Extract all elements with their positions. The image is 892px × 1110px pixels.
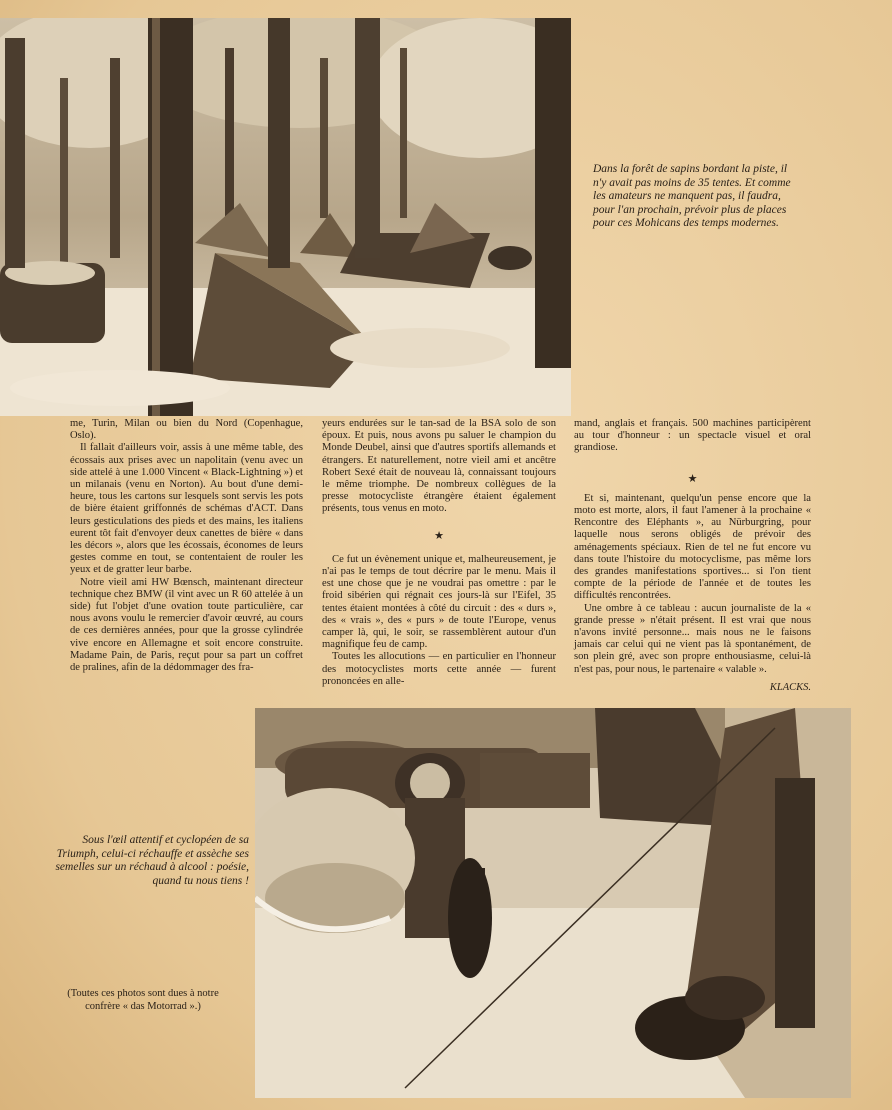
col2-paragraph-3: Toutes les allocutions — en particulier en l'honneur des motocyclistes morts cette année — furent prononcées en alle- <box>322 651 556 687</box>
article-column-3 <box>574 418 811 694</box>
bottom-photo-caption: Sous l'œil attentif et cyclopéen de sa Triumph, celui-ci réchauffe et assèche ses semelles sur un réchaud à alcool : poésie, quand tu nous tiens ! <box>55 834 249 887</box>
col2-paragraph-2: Ce fut un évènement unique et, malheureusement, je n'ai pas le temps de tout décrire par le menu. Mais il est une chose que je ne voudrai pas omettre : par le froid sibérien qui régnait ces jours-là sur l'Eifel, 35 tentes étaient montées à côté du circuit : des « durs », des « vrais », des « purs » de toute l'Europe, venus camper là, qui, le soir, se rassemblèrent autour d'un magnifique feu de camp. <box>322 553 556 651</box>
col2-paragraph-1: yeurs endurées sur le tan-sad de la BSA solo de son époux. Et puis, nous avons pu saluer le champion du Monde Deubel, ainsi que d'autres sportifs allemands et étrangers. Et naturellement, notre vieil ami et ancêtre Robert Sexé était de nouveau là, connaissant toujours le même triomphe. De nombreux collègues de la presse motocycliste étrangère étaient également présents, tous venus en moto. <box>322 418 556 515</box>
col1-paragraph-1: me, Turin, Milan ou bien du Nord (Copenhague, Oslo). <box>70 418 303 442</box>
author-signature: KLACKS. <box>769 681 811 693</box>
col1-paragraph-2: Il fallait d'ailleurs voir, assis à une même table, des écossais aux prises avec un napolitain (venu avec un side attelé à une 1.000 Vincent « Black-Lightning ») et un milanais (venu en Norton). Au bout d'une demi-heure, tous les cartons sur lesquels sont servis les pots de bière étaient griffonnés de schémas d'ACT. Dans leurs gesticulations des pieds et des mains, les italiens eurent tôt fait d'envoyer deux canettes de bière « dans les décors », alors que les écossais, économes de leurs gestes comme en tout, se contentaient de rouler les yeux et de gratter leur barbe. <box>70 442 303 576</box>
col3-paragraph-1: mand, anglais et français. 500 machines participèrent au tour d'honneur : un spectacle visuel et oral grandiose. <box>574 418 811 454</box>
article-column-2 <box>322 418 556 688</box>
col1-paragraph-3: Notre vieil ami HW Bœnsch, maintenant directeur technique chez BMW (il vint avec un R 60 attelée à un side) fut l'objet d'une ovation toute particulière, car nous avons voulu le remercier d'avoir œuvré, au cours de ces dernières années, pour que la grosse cylindrée vive encore en Allemagne et soit encore construite. Madame Pain, de Paris, reçut pour sa part un coffret de pralines, afin de la dédommager des fra- <box>70 576 303 674</box>
col3-paragraph-3: Une ombre à ce tableau : aucun journaliste de la « grande presse » n'était présent. Il est vrai que nous n'avons invité personne... mais nous ne le faisons jamais car celui qui ne vient pas là spontanément, de son plein gré, avec son propre enthousiasme, celui-là n'est pas, pour nous, le partenaire « valable ». <box>574 602 811 675</box>
top-photo-caption: Dans la forêt de sapins bordant la piste, il n'y avait pas moins de 35 tentes. Et comme les amateurs ne manquent pas, il faudra, pour l'an prochain, prévoir plus de places pour ces Mohicans des temps modernes. <box>593 163 791 230</box>
article-column-1 <box>70 418 303 674</box>
section-star-separator-1: ★ <box>434 529 444 542</box>
photo-credit: (Toutes ces photos sont dues à notre confrère « das Motorrad ».) <box>67 988 219 1012</box>
col3-paragraph-2: Et si, maintenant, quelqu'un pense encore que la moto est morte, alors, il faut l'amener à la prochaine « Rencontre des Eléphants », au Nürburgring, pour laquelle nous serons obligés de prévoir des aménagements spéciaux. Rien de tel ne fut encore vu dans toute l'histoire du motocyclisme, pas même lors des grandes manifestations sportives... si l'on tient compte de la période de l'année et de toutes les difficultés rencontrées. <box>574 492 811 602</box>
section-star-separator-2: ★ <box>687 472 698 485</box>
snowy-forest-tents-photo <box>0 18 571 416</box>
snow-covered-motorcycle-photo <box>255 708 851 1098</box>
